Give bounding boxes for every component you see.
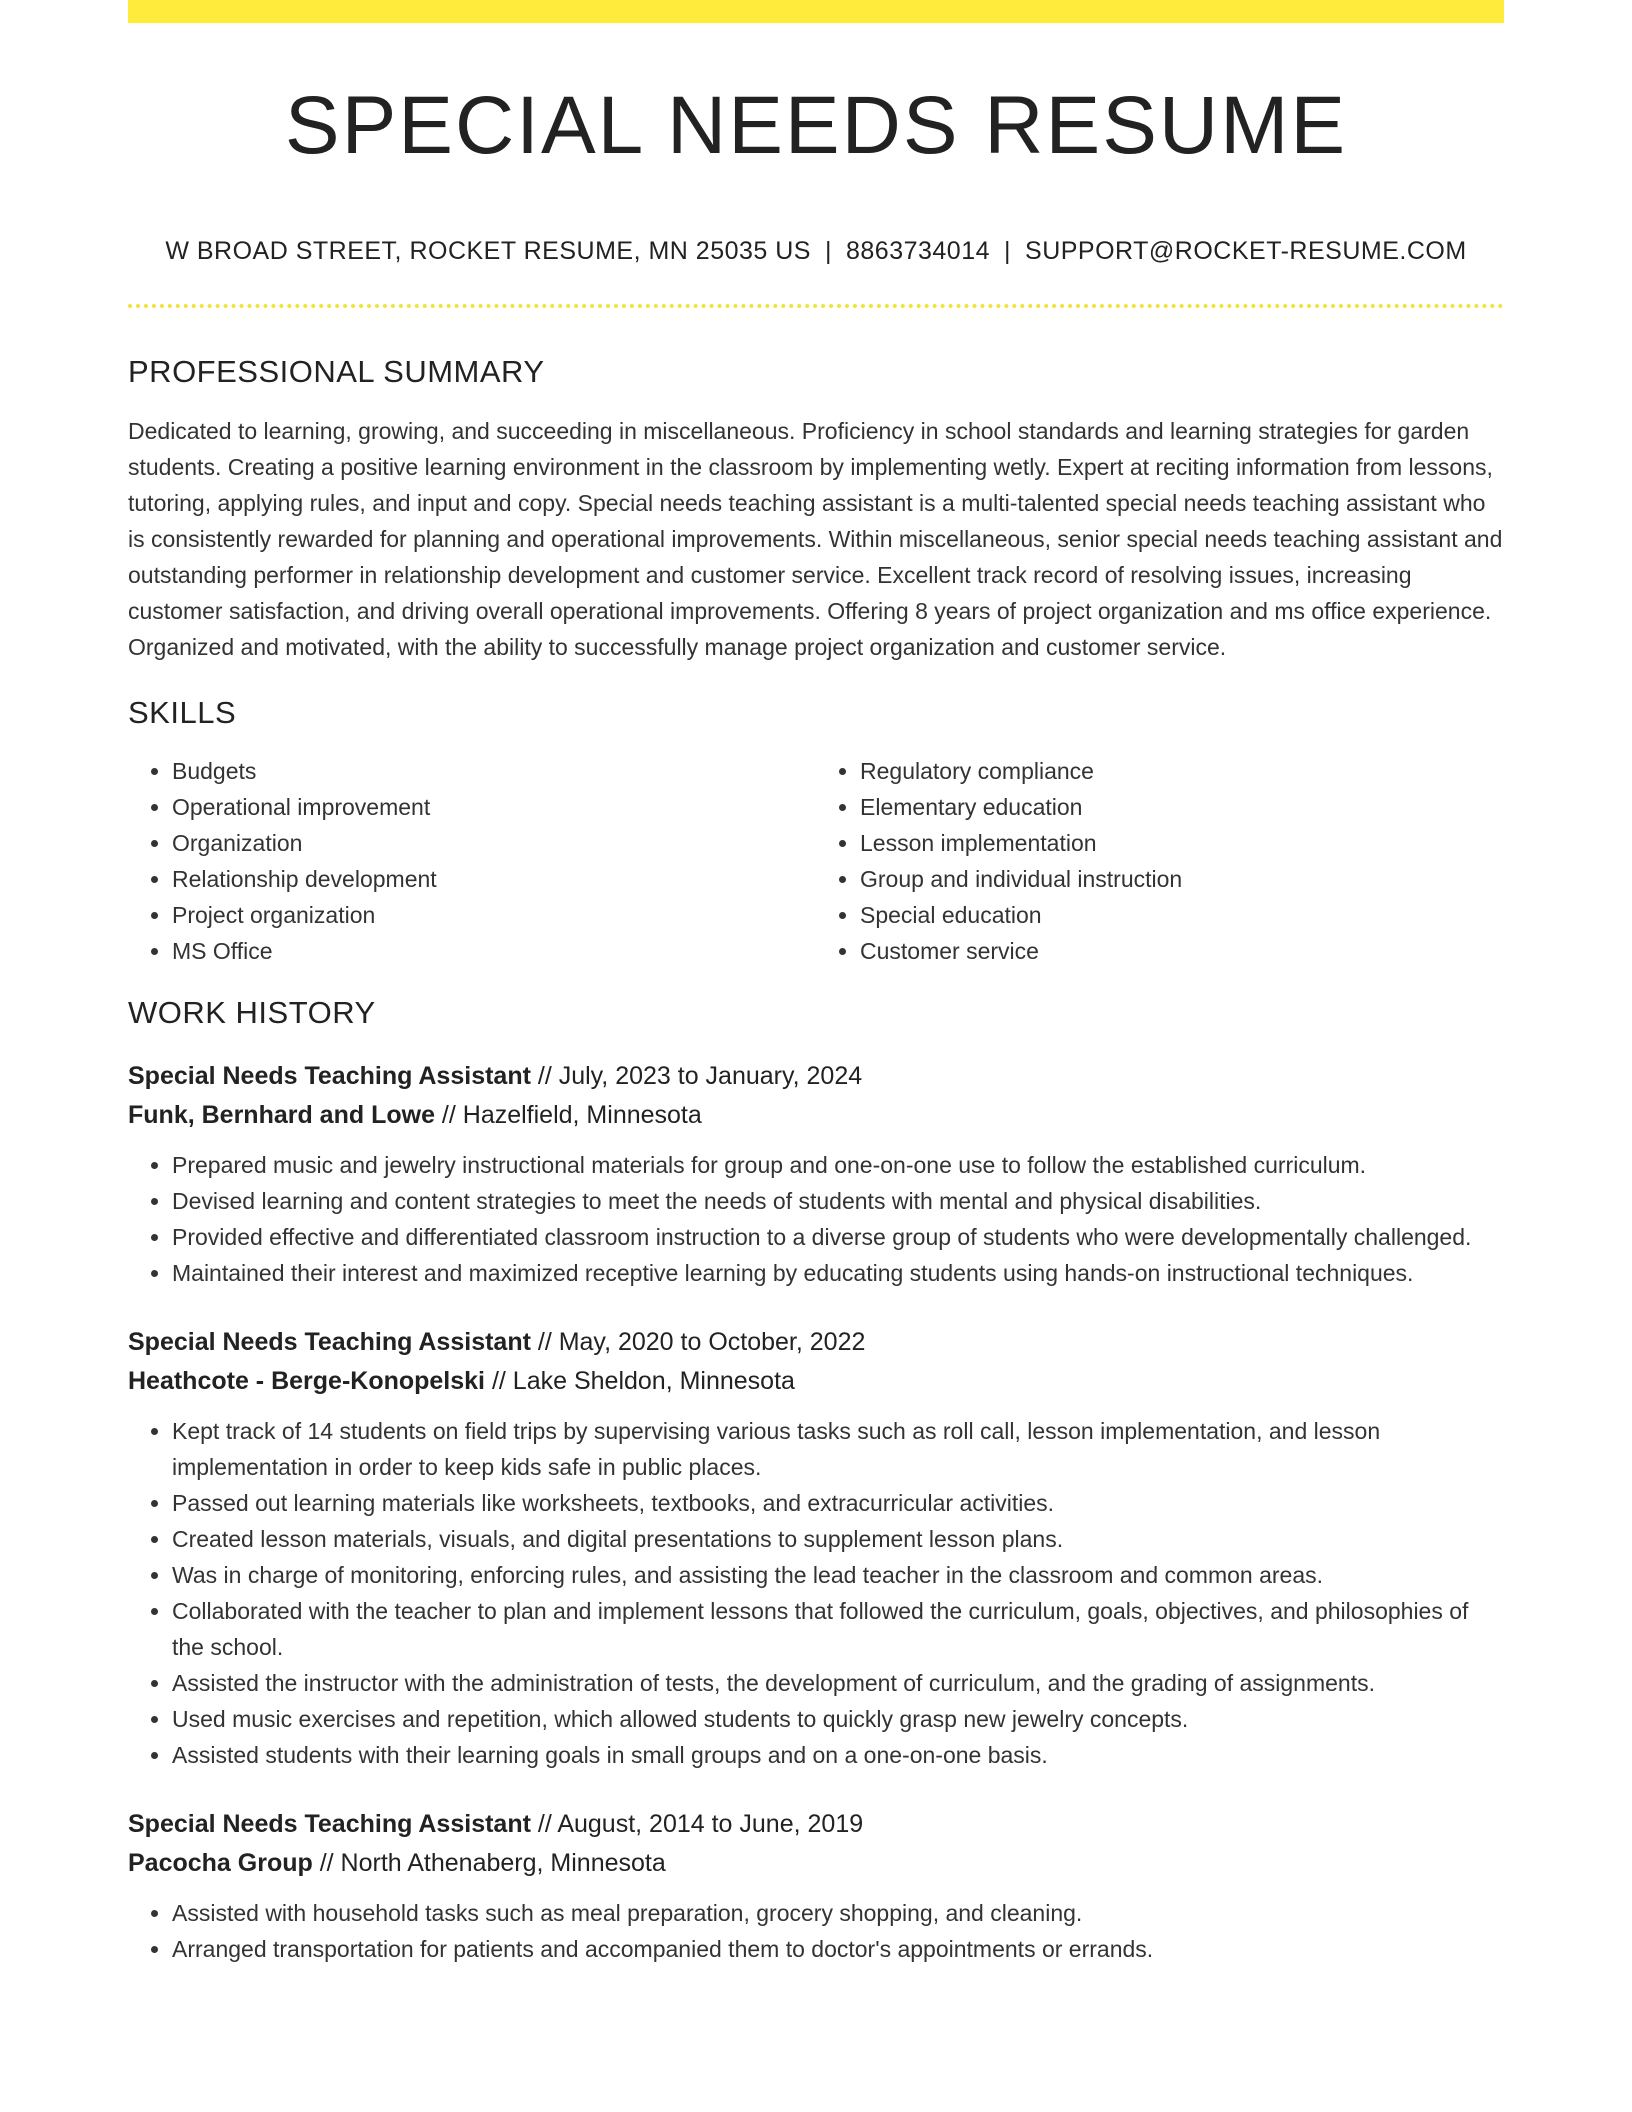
summary-heading: PROFESSIONAL SUMMARY xyxy=(128,354,545,389)
job-entry xyxy=(128,1323,1504,1773)
job-bullet: • Maintained their interest and maximized receptive learning by educating students using hands-on instructional techniques. xyxy=(172,1255,1504,1291)
job-bullets xyxy=(128,1147,1504,1291)
job-bullet: • Passed out learning materials like worksheets, textbooks, and extracurricular activities. xyxy=(172,1485,1504,1521)
job-title-line xyxy=(128,1057,1504,1096)
job-company: Funk, Bernhard and Lowe xyxy=(128,1101,435,1129)
job-bullets xyxy=(128,1895,1504,1967)
work-history-heading: WORK HISTORY xyxy=(128,995,376,1030)
skills-column-right xyxy=(816,753,1504,969)
skills-list xyxy=(128,753,1504,969)
skill-item: • Customer service xyxy=(860,933,1504,969)
contact-email: SUPPORT@ROCKET-RESUME.COM xyxy=(1025,237,1467,265)
job-title-line xyxy=(128,1805,1504,1844)
skill-item: • Budgets xyxy=(172,753,816,789)
contact-phone: 8863734014 xyxy=(845,237,991,265)
job-company: Pacocha Group xyxy=(128,1849,313,1877)
job-title-line xyxy=(128,1323,1504,1362)
job-title: Special Needs Teaching Assistant xyxy=(128,1328,531,1356)
job-entry xyxy=(128,1805,1504,1967)
contact-separator: | xyxy=(824,237,832,265)
job-title: Special Needs Teaching Assistant xyxy=(128,1810,531,1838)
skill-item: • Lesson implementation xyxy=(860,825,1504,861)
job-bullet: • Used music exercises and repetition, which allowed students to quickly grasp new jewelry concepts. xyxy=(172,1701,1504,1737)
skill-item: • MS Office xyxy=(172,933,816,969)
skill-item: • Elementary education xyxy=(860,789,1504,825)
skill-item: • Operational improvement xyxy=(172,789,816,825)
contact-separator: | xyxy=(1004,237,1012,265)
job-location: // North Athenaberg, Minnesota xyxy=(312,1849,666,1877)
job-location: // Lake Sheldon, Minnesota xyxy=(485,1367,795,1395)
job-bullet: • Assisted the instructor with the administration of tests, the development of curriculum, and the grading of assignments. xyxy=(172,1665,1504,1701)
job-company: Heathcote - Berge-Konopelski xyxy=(128,1367,486,1395)
skill-item: • Relationship development xyxy=(172,861,816,897)
job-bullet: • Devised learning and content strategies to meet the needs of students with mental and physical disabilities. xyxy=(172,1183,1504,1219)
skills-heading: SKILLS xyxy=(128,695,237,730)
page-title: SPECIAL NEEDS RESUME xyxy=(284,80,1348,171)
accent-top-bar xyxy=(128,0,1504,23)
contact-line xyxy=(128,237,1504,266)
job-bullets xyxy=(128,1413,1504,1773)
job-bullet: • Provided effective and differentiated classroom instruction to a diverse group of students who were developmentally challenged. xyxy=(172,1219,1504,1255)
job-bullet: • Assisted students with their learning goals in small groups and on a one-on-one basis. xyxy=(172,1737,1504,1773)
skill-item: • Project organization xyxy=(172,897,816,933)
resume-page xyxy=(128,0,1504,1967)
job-location: // Hazelfield, Minnesota xyxy=(434,1101,702,1129)
job-bullet: • Created lesson materials, visuals, and digital presentations to supplement lesson plans. xyxy=(172,1521,1504,1557)
contact-address: W BROAD STREET, ROCKET RESUME, MN 25035 US xyxy=(165,237,811,265)
job-company-line xyxy=(128,1096,1504,1135)
job-title: Special Needs Teaching Assistant xyxy=(128,1062,531,1090)
job-bullet: • Was in charge of monitoring, enforcing rules, and assisting the lead teacher in the classroom and common areas. xyxy=(172,1557,1504,1593)
job-bullet: • Prepared music and jewelry instructional materials for group and one-on-one use to follow the established curriculum. xyxy=(172,1147,1504,1183)
job-dates: // May, 2020 to October, 2022 xyxy=(530,1328,866,1356)
skills-column-left xyxy=(128,753,816,969)
job-dates: // August, 2014 to June, 2019 xyxy=(530,1810,864,1838)
summary-text: Dedicated to learning, growing, and succeeding in miscellaneous. Proficiency in school standards and learning strategies for garden students. Creating a positive learning environment in the classroom by implementing wetly. Expert at reciting information from lessons, tutoring, applying rules, and input and copy. Special needs teaching assistant is a multi-talented special needs teaching assistant who is consistently rewarded for planning and operational improvements. Within miscellaneous, senior special needs teaching assistant and outstanding performer in relationship development and customer service. Excellent track record of resolving issues, increasing customer satisfaction, and driving overall operational improvements. Offering 8 years of project organization and ms office experience. Organized and motivated, with the ability to successfully manage project organization and customer service. xyxy=(128,418,1503,660)
job-bullet: • Collaborated with the teacher to plan and implement lessons that followed the curriculum, goals, objectives, and philosophies of the school. xyxy=(172,1593,1504,1665)
skill-item: • Regulatory compliance xyxy=(860,753,1504,789)
job-bullet: • Assisted with household tasks such as meal preparation, grocery shopping, and cleaning. xyxy=(172,1895,1504,1931)
job-company-line xyxy=(128,1362,1504,1401)
skill-item: • Group and individual instruction xyxy=(860,861,1504,897)
job-company-line xyxy=(128,1844,1504,1883)
job-dates: // July, 2023 to January, 2024 xyxy=(530,1062,863,1090)
job-bullet: • Arranged transportation for patients and accompanied them to doctor's appointments or errands. xyxy=(172,1931,1504,1967)
job-bullet: • Kept track of 14 students on field trips by supervising various tasks such as roll call, lesson implementation, and lesson implementation in order to keep kids safe in public places. xyxy=(172,1413,1504,1485)
job-entry xyxy=(128,1057,1504,1291)
skill-item: • Organization xyxy=(172,825,816,861)
dotted-divider xyxy=(128,304,1504,308)
skill-item: • Special education xyxy=(860,897,1504,933)
